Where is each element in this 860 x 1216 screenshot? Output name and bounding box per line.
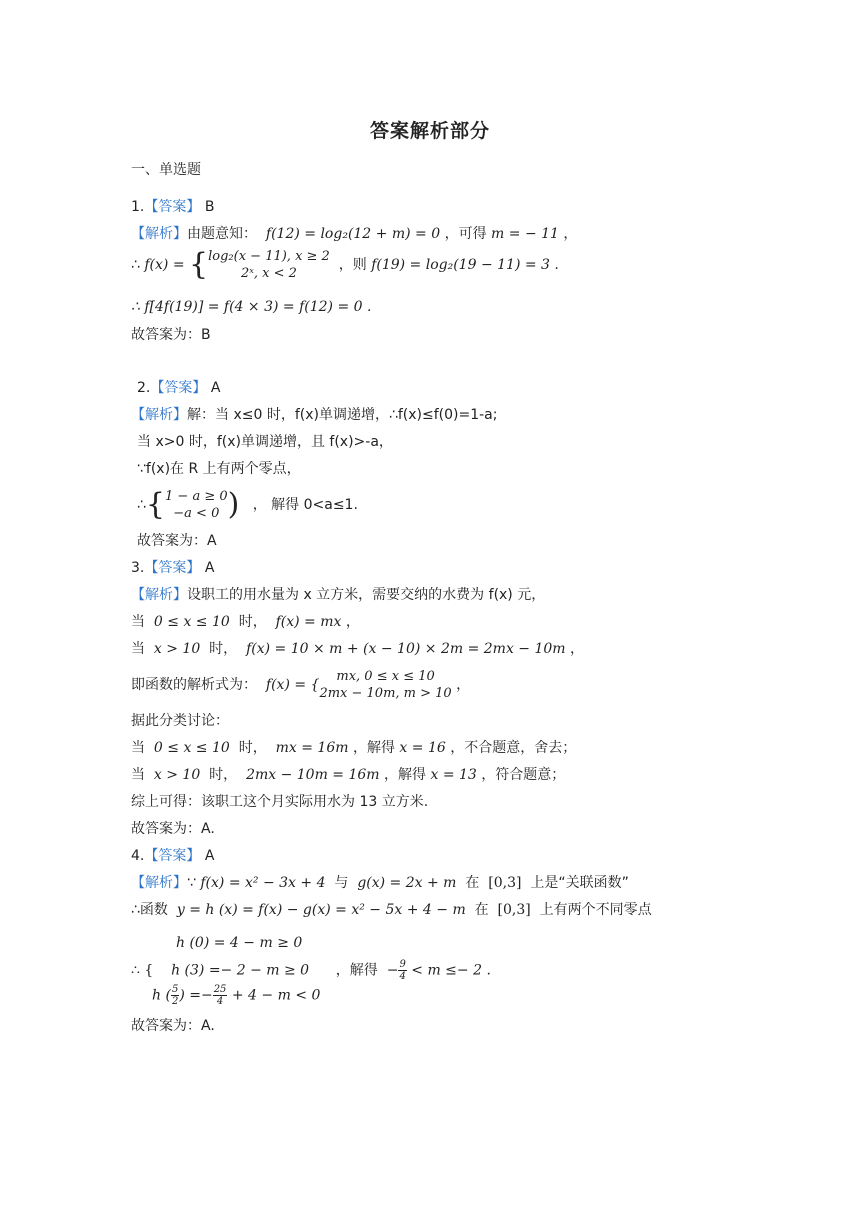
q3-analysis-line5: 据此分类讨论：	[131, 713, 229, 729]
fraction-numerator: 5	[171, 984, 179, 995]
q3-text: ，解得	[352, 740, 395, 756]
q3-text: ，符合题意；	[481, 767, 566, 783]
q4-equation: [0,3]	[497, 902, 531, 918]
q4-condition-1: ℎ (0) = 4 − m ≥ 0	[176, 935, 303, 951]
q4-equation: y = ℎ (x) = f(x) − g(x) = x² − 5x + 4 − m	[176, 902, 466, 918]
q4-equation: g(x) = 2x + m	[357, 875, 457, 891]
q3-case: mx, 0 ≤ x ≤ 10	[336, 669, 435, 684]
q3-text: 当	[131, 767, 145, 783]
q1-analysis-line1	[131, 224, 577, 244]
q2-analysis-line4	[137, 488, 358, 522]
q3-equation: x > 10	[153, 641, 201, 657]
q3-equation: x > 10	[153, 767, 201, 783]
q4-equation: [0,3]	[488, 875, 522, 891]
q3-text: ，	[456, 677, 471, 693]
q2-text: ∴	[137, 497, 146, 513]
q2-number: 2.	[137, 380, 151, 396]
q4-equation: + 4 − m < 0	[231, 987, 321, 1004]
q3-answer-line	[131, 558, 214, 578]
q1-answer: B	[204, 199, 215, 215]
fraction-denominator: 4	[399, 971, 406, 982]
q4-text: 上有两个不同零点	[539, 902, 652, 918]
left-brace: {	[145, 487, 166, 522]
q4-equation: −	[386, 962, 399, 979]
q3-text: ，解得	[384, 767, 427, 783]
q2-text: ， 解得 0<a≤1.	[252, 497, 358, 513]
q4-conclusion: 故答案为：A.	[131, 1018, 215, 1034]
q2-case: 1 − a ≥ 0	[165, 489, 228, 504]
q4-text: ∴ {	[131, 962, 154, 979]
q2-analysis-line3: ∵f(x)在 R 上有两个零点，	[137, 461, 301, 477]
q4-text: 在	[465, 875, 480, 891]
q4-equation: f(x) = x² − 3x + 4	[200, 875, 326, 891]
q1-text: ，则	[338, 257, 367, 273]
q2-analysis-line2: 当 x>0 时，f(x)单调递增，且 f(x)>-a，	[137, 434, 393, 450]
fraction-numerator: 9	[399, 959, 406, 970]
q3-equation: f(x) = mx	[275, 614, 342, 630]
q1-analysis-line2	[131, 248, 559, 282]
q3-text: 时，	[238, 614, 267, 630]
q4-analysis-line2	[131, 900, 652, 920]
q3-text: 当	[131, 614, 145, 630]
q3-text: 设职工的用水量为 x 立方米，需要交纳的水费为 f(x) 元，	[187, 587, 546, 603]
q3-conclusion: 故答案为：A.	[131, 821, 215, 837]
q4-text: ∴函数	[131, 902, 168, 918]
q3-text: 时，	[209, 641, 238, 657]
q1-number: 1.	[131, 199, 145, 215]
q3-analysis-tag: 【解析】	[131, 587, 187, 603]
q3-equation: f(x) = 10 × m + (x − 10) × 2m = 2mx − 10m	[246, 641, 566, 657]
q4-text: ∵	[187, 875, 196, 891]
q1-text: ，可得	[444, 226, 487, 242]
q1-equation: f(x) =	[144, 257, 185, 273]
q3-equation: 0 ≤ x ≤ 10	[153, 740, 230, 756]
q3-text: ，不合题意，舍去；	[450, 740, 577, 756]
q4-answer: A	[204, 848, 215, 864]
q3-piecewise	[319, 668, 451, 702]
q4-number: 4.	[131, 848, 145, 864]
q3-analysis-line8: 综上可得：该职工这个月实际用水为 13 立方米.	[131, 794, 429, 810]
q2-text: 解：当 x≤0 时，f(x)单调递增，∴f(x)≤f(0)=1-a;	[187, 407, 498, 423]
q1-conclusion: 故答案为：B	[131, 327, 211, 343]
q3-equation: mx = 16m	[275, 740, 349, 756]
q3-equation: 2mx − 10m = 16m	[246, 767, 380, 783]
q2-answer-tag: 【答案】	[150, 380, 207, 396]
q3-equation: x = 16	[399, 740, 446, 756]
q3-text: 当	[131, 740, 145, 756]
q3-text: 即函数的解析式为：	[131, 677, 257, 693]
q4-analysis-tag: 【解析】	[131, 875, 187, 891]
q4-fraction	[398, 959, 406, 982]
fraction-numerator: 25	[213, 984, 227, 995]
q3-analysis-line1	[131, 585, 545, 605]
q3-answer-tag: 【答案】	[144, 560, 201, 576]
q1-case: log₂(x − 11), x ≥ 2	[208, 249, 330, 264]
q3-text: ，	[570, 641, 585, 657]
q2-answer-line	[137, 378, 220, 398]
page-title: 答案解析部分	[369, 120, 490, 142]
q2-system	[165, 488, 228, 522]
q4-analysis-line1	[131, 873, 629, 893]
q4-fraction	[213, 984, 228, 1007]
q1-equation: f(19) = log₂(19 − 11) = 3	[371, 257, 550, 273]
q4-answer-line	[131, 846, 214, 866]
q2-analysis-tag: 【解析】	[131, 407, 187, 423]
q1-text: 由题意知：	[187, 226, 257, 242]
q3-analysis-line4	[131, 668, 470, 702]
q3-text: ，	[345, 614, 360, 630]
q3-analysis-line3	[131, 639, 584, 659]
section-heading: 一、单选题	[131, 162, 201, 178]
q3-analysis-line2	[131, 612, 360, 632]
q4-condition-3	[152, 984, 320, 1007]
q4-text: 在	[474, 902, 489, 918]
q4-condition-2-line	[131, 959, 491, 982]
left-brace: {	[189, 247, 209, 282]
q4-equation: ℎ (3) =− 2 − m ≥ 0	[171, 962, 310, 979]
q2-answer: A	[210, 380, 221, 396]
q4-text: 上是“关联函数”	[530, 875, 629, 891]
fraction-denominator: 2	[171, 996, 179, 1007]
q3-text: 当	[131, 641, 145, 657]
right-paren: )	[227, 487, 240, 522]
q1-piecewise	[208, 248, 330, 282]
q2-case: −a < 0	[173, 506, 220, 521]
q1-answer-tag: 【答案】	[144, 199, 201, 215]
q3-answer: A	[204, 560, 215, 576]
q1-equation: m = − 11	[491, 226, 559, 242]
q1-text: .	[554, 257, 559, 273]
fraction-denominator: 4	[216, 996, 224, 1007]
q3-text: 时，	[209, 767, 238, 783]
q1-answer-line	[131, 197, 214, 217]
q2-analysis-line1	[131, 405, 497, 425]
q3-analysis-line7	[131, 765, 565, 785]
q1-text: ，	[563, 226, 578, 242]
q1-analysis-line3: ∴ f[4f(19)] = f(4 × 3) = f(12) = 0 .	[131, 299, 372, 315]
q3-case: 2mx − 10m, m > 10	[319, 686, 452, 701]
q3-number: 3.	[131, 560, 145, 576]
q4-answer-tag: 【答案】	[144, 848, 201, 864]
q3-analysis-line6	[131, 738, 576, 758]
q3-equation: 0 ≤ x ≤ 10	[153, 614, 230, 630]
q2-conclusion: 故答案为：A	[137, 533, 217, 549]
q1-analysis-tag: 【解析】	[131, 226, 187, 242]
q1-text: ∴	[131, 257, 140, 273]
q3-text: 时，	[238, 740, 267, 756]
q1-equation: f(12) = log₂(12 + m) = 0	[265, 226, 441, 242]
q4-equation: ) =−	[179, 987, 213, 1004]
q4-equation: ℎ (	[152, 987, 171, 1004]
q3-equation: x = 13	[430, 767, 477, 783]
q4-text: ，解得	[335, 962, 378, 979]
q3-equation: f(x) = {	[265, 677, 320, 693]
q4-text: 与	[334, 875, 349, 891]
q1-case: 2ˣ, x < 2	[241, 266, 297, 281]
q4-equation: < m ≤− 2 .	[411, 962, 491, 979]
